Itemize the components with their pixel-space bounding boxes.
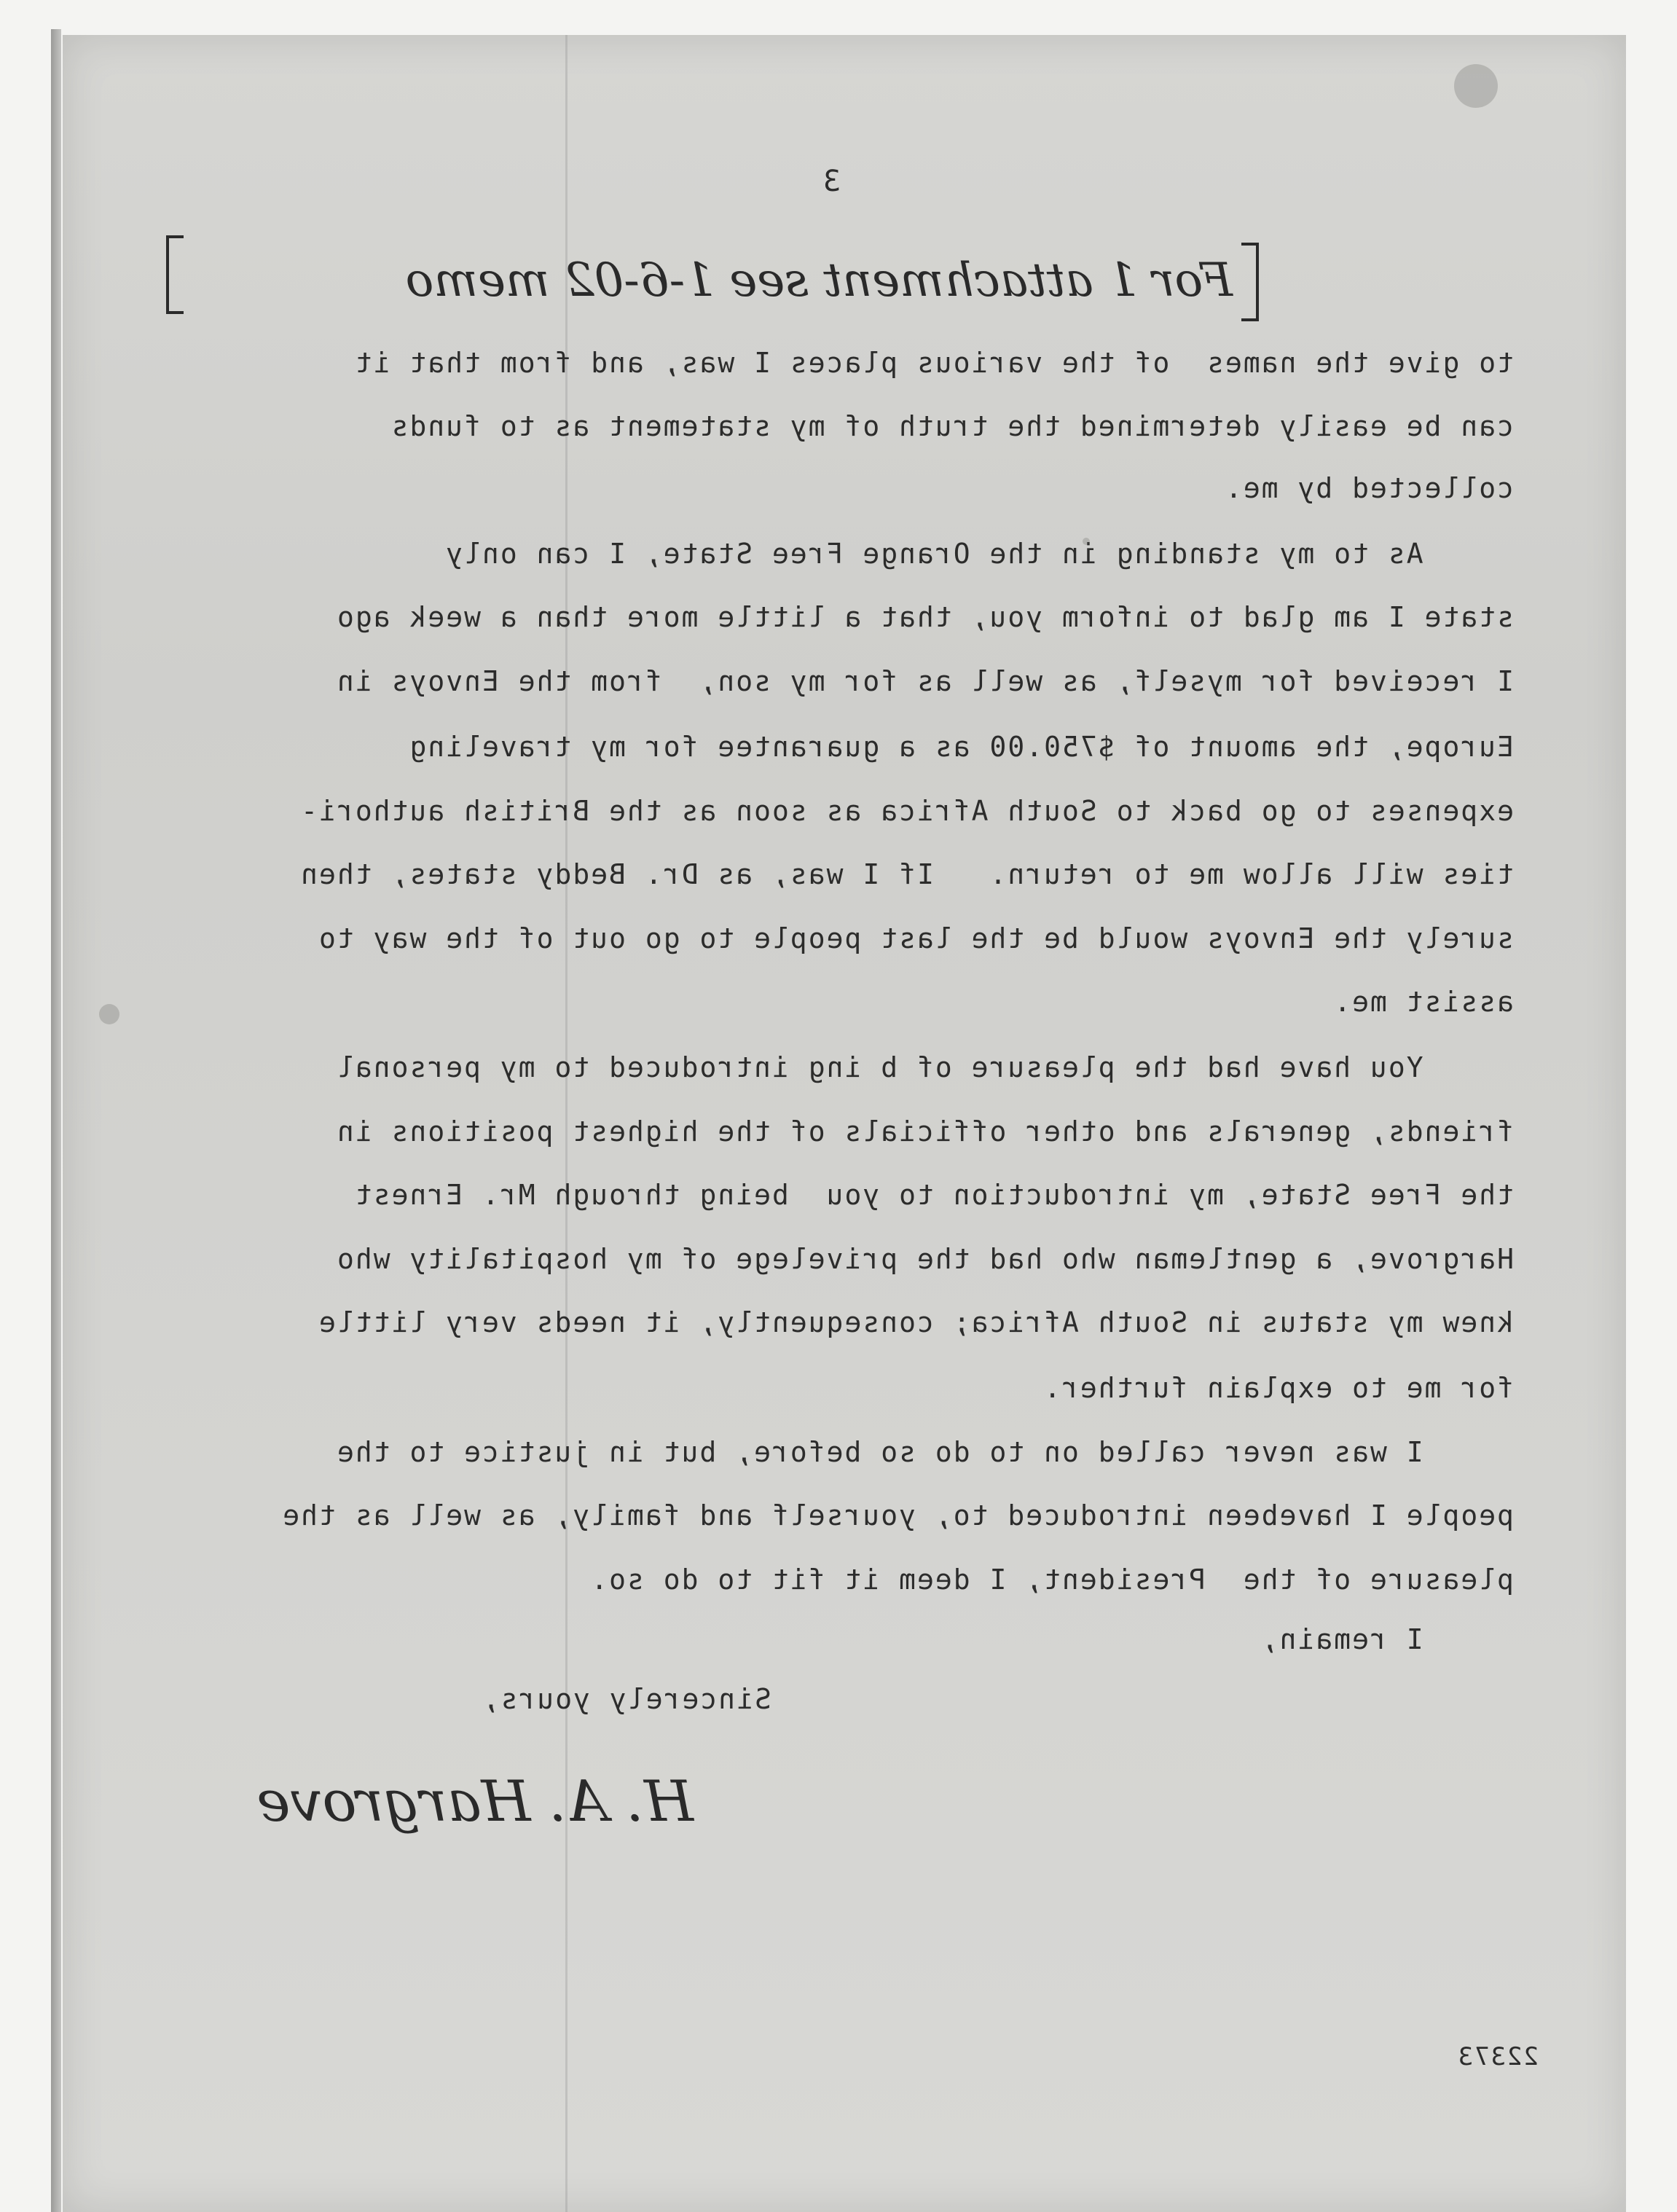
letter-line: can be easily determined the truth of my statement as to funds [390,410,1514,442]
letter-sheet [63,35,1626,2212]
letter-line: knew my status in South Africa; consequently, it needs very little [318,1306,1514,1338]
note-bracket-right [166,235,184,314]
letter-line: I received for myself, as well as for my son, from the Envoys in [335,665,1514,697]
letter-line: You have had the pleasure of b ing introduced to my personal [335,1051,1514,1083]
letter-line: the Free State, my introduction to you being through Mr. Ernest [353,1179,1514,1211]
page-edge-shadow [51,29,61,2212]
letter-line: pleasure of the President, I deem it fit to do so. [589,1564,1514,1596]
ink-speck [1454,64,1498,108]
letter-line: friends, generals and other officials of the highest positions in [335,1115,1514,1148]
note-bracket-left [1241,243,1259,321]
letter-line: people I havebeen introduced to, yourself and family, as well as the [281,1499,1514,1531]
document-number: 22373 [1456,2042,1539,2071]
mirrored-reverse-side [63,35,1626,2212]
letter-line: state I am glad to inform you, that a little more than a week ago [335,601,1514,633]
page-number: 3 [821,165,841,198]
letter-line: I was never called on to do so before, but in justice to the [335,1436,1514,1468]
letter-line: collected by me. [1223,472,1514,504]
letter-line: As to my standing in the Orange Free State, I can only [444,538,1514,570]
ink-speck [99,1004,119,1024]
letter-line: ties will allow me to return. If I was, as Dr. Beddy states, then [299,858,1514,890]
ink-speck [1083,538,1090,545]
closing-line: I remain, [1260,1623,1514,1655]
letter-line: Europe, the amount of $750.00 as a guarantee for my traveling [408,731,1514,763]
handwritten-note: For 1 attachment see 1-6-02 memo [405,254,1233,307]
letter-line: assist me. [1332,986,1514,1018]
letter-line: to give the names of the various places I was, and from that it [353,347,1514,379]
letter-line: surely the Envoys would be the last people to go out of the way to [318,922,1514,954]
closing-line: Sincerely yours, [481,1683,1043,1715]
letter-line: expenses to go back to South Africa as soon as the British authori- [299,795,1514,827]
signature: H. A. Hargrove [256,1769,694,1835]
letter-line: Hargrove, a gentleman who had the privelege of my hospitality who [335,1243,1514,1275]
letter-line: for me to explain further. [1042,1372,1514,1404]
